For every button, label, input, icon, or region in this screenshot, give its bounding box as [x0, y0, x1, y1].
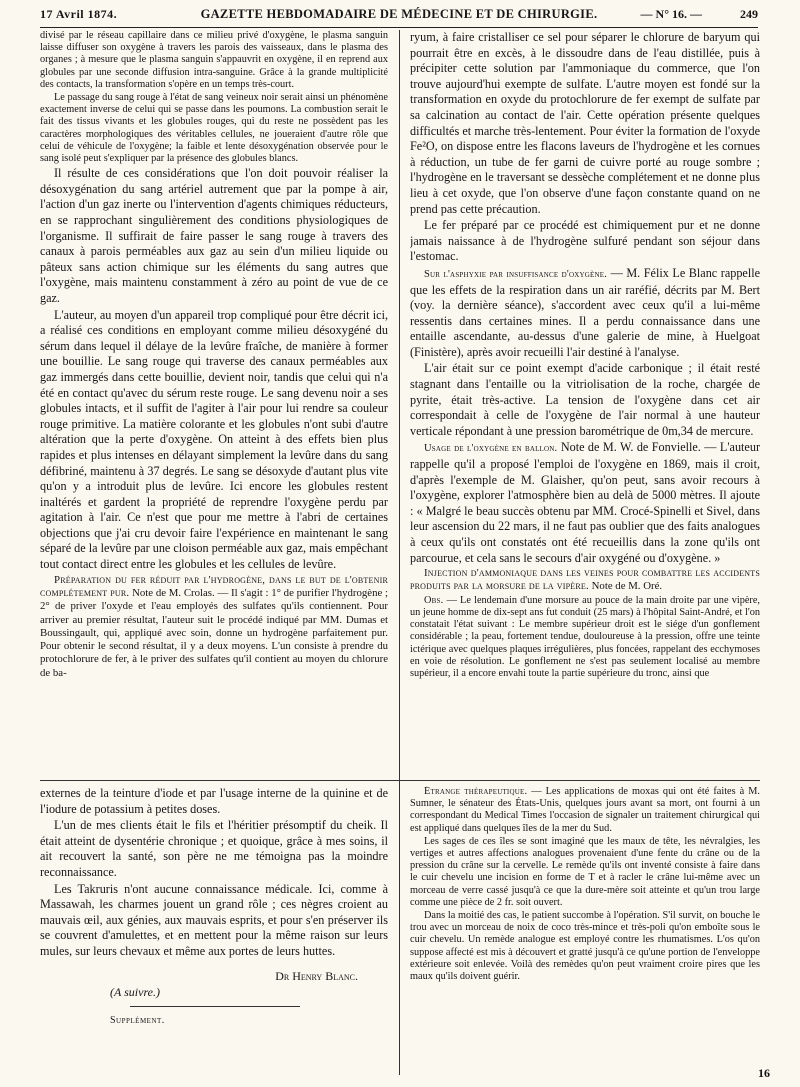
short-divider	[130, 1006, 300, 1007]
paragraph: externes de la teinture d'iode et par l'usage interne de la quinine et de l'iodure de potassium à petites doses.	[40, 786, 388, 816]
author-signature	[40, 968, 388, 984]
blanc-article	[410, 266, 760, 361]
page-header	[40, 5, 758, 28]
therapeutique-article	[410, 786, 760, 835]
right-column	[410, 30, 760, 776]
crolas-note: Note de M. Crolas.	[132, 586, 215, 599]
small-paragraph: divisé par le réseau capillaire dans ce milieu privé d'oxygène, le plasma sanguin laisse diffuser son oxygène à travers les parois des vaisseaux, dans le plasma des organes ; à mesure que le plasma sanguin s'appauvrit en oxygène, il en reprend aux globules par une seconde diffusion intra-sanguine. Grâce à la grande multiplicité des contacts, la transformation s'opère en un temps très-court.	[40, 30, 388, 90]
header-issue-number: — N° 16. —	[640, 7, 702, 21]
blanc-note: — M. Félix Le Blanc	[610, 265, 718, 280]
bottom-left-column	[40, 786, 388, 1086]
fonvielle-text: L'auteur rappelle qu'il a proposé l'emploi de l'oxygène en 1869, mais il croit, d'après l'exemple de M. Glaisher, qu'on peut, sans avoir recours à l'oxygène, explorer l'atmosphère bien au delà de 5000 mètres. Il ajoute : « Malgré le beau succès obtenu par MM. Crocé-Spinelli et Sivel, dans leur ascension du 22 mars, il ne faut pas oublier que des faits analogues à ceux qu'ils ont constatés ont été recueillis dans la zone qu'ils ont parcourue, et cela sans le secours d'air oxygéné ou d'oxygène. »	[410, 440, 760, 565]
column-divider	[399, 30, 400, 1075]
paragraph: L'un de mes clients était le fils et l'héritier présomptif du cheik. Il était atteint de dysentérie chronique ; et quoique, grâce à mes soins, il ait recouvert la santé, son père ne me témoigna pas la moindre reconnaissance.	[40, 818, 388, 879]
signature-name: Dr Henry Blanc.	[275, 968, 358, 983]
fonvielle-note: Note de M. W. de Fonvielle. —	[560, 440, 717, 455]
header-date: 17 Avril 1874.	[40, 7, 118, 21]
small-paragraph: Le passage du sang rouge à l'état de sang veineux noir serait ainsi un phénomène exactement inverse de celui qui se passe dans les poumons. La combustion serait le fait des tissus vivants et les globules rouges, qui du reste ne possèdent pas les caractères morphologiques des véritables cellules, ne joueraient d'autre rôle que celui de véhicule de l'oxygène; la faible et lente désoxygénation observée pour le sang isolé peut s'expliquer par la présence des globules blancs.	[40, 92, 388, 165]
ore-observation	[410, 595, 760, 680]
paragraph: Dans la moitié des cas, le patient succombe à l'opération. S'il survit, on bouche le trou avec un morceau de noix de coco très-mince et très-poli qu'on emboîte sous le cuir chevelu. Un remède analogue est employé contre les rhumatismes. L'os qu'on suppose affecté est mis à découvert et gratté jusqu'à ce qu'une portion de l'enveloppe extérieure soit enlevée. Voilà des remèdes qu'on peut vraiment croire pires que les maux qu'ils doivent guérir.	[410, 910, 760, 983]
left-column	[40, 30, 388, 776]
continued-note: (A suivre.)	[110, 984, 160, 999]
paragraph: L'air était sur ce point exempt d'acide carbonique ; il était resté stagnant dans l'entaille ou la vitriolisation de la roche, chargée de pyrite, était très-active. La tension de l'oxygène dans cet air correspondait à celle de l'oxygène de l'air normal à une hauteur verticale répondant à une pression barométrique de 0m,34 de mercure.	[410, 361, 760, 438]
paragraph: Le fer préparé par ce procédé est chimiquement pur et ne donne jamais naissance à de l'hydrogène sulfuré pendant son séjour dans l'estomac.	[410, 218, 760, 264]
ore-article	[410, 567, 760, 594]
header-title: GAZETTE HEBDOMADAIRE DE MÉDECINE ET DE CHIRURGIE.	[200, 7, 598, 21]
paragraph: L'auteur, au moyen d'un appareil trop compliqué pour être décrit ici, a réalisé ces conditions en employant comme milieu désoxygéné du sérum dans lequel il délaye de la levûre fraîche, de manière à former une bouillie. Le sang rouge qui traverse des canaux perméables aux gaz immergés dans cette bouillie, devient noir, tandis que celui qui n'a été en contact qu'avec du sérum reste rouge. Le sang devenu noir a ses globules intacts, et il suffit de l'agiter à l'air pour lui rendre sa couleur rouge primitive. La matière colorante et les globules n'ont subi d'autre altération que la perte d'oxygène. On atteint à des effets bien plus rapides et plus intenses en délayant simplement la levûre dans du sang défibriné, maintenu à 37 degrés. Le sang se désoxyde d'autant plus vite qu'on y a introduit plus de levûre. Ici encore les globules restent inaltérés et gardent la propriété de reprendre l'oxygène perdu par agitation à l'air. Ce n'est que pour me mettre à l'abri de certaines objections que j'ai cru devoir faire l'expérience en maintenant le sang séparé de la levûre par une cloison perméable aux gaz, mais empêchant tout contact direct entre les globules et les cellules de levûre.	[40, 307, 388, 572]
bottom-right-column	[410, 786, 760, 1086]
header-page-number: 249	[740, 7, 758, 21]
fonvielle-article	[410, 440, 760, 566]
crolas-article	[40, 574, 388, 680]
paragraph: ryum, à faire cristalliser ce sel pour séparer le chlorure de baryum qui pourrait être en excès, à le dissoudre dans de l'eau distillée, puis à précipiter cette solution par l'ammoniaque du commerce, que l'on trouve aujourd'hui exempte de sulfate. L'autre moyen est fondé sur la transformation en oxyde du protochlorure de fer exempt de sulfate par sa calcination au contact de l'air. Cette opération présente quelques difficultés et marche très-lentement. Pour éviter la formation de l'oxyde Fe²O, on dispose entre les flacons laveurs de l'hydrogène et les cornues à réduction, un tube de fer garni de cuivre porté au rouge sombre ; l'hydrogène en le traversant se dessèche complétement et ne donne plus lieu à cet oxyde, que l'on observe d'une façon constante quand on ne prend pas cette précaution.	[410, 30, 760, 216]
paragraph: Les Takruris n'ont aucune connaissance médicale. Ici, comme à Massawah, les charmes jouent un grand rôle ; ces nègres croient au mauvais œil, aux génies, aux mauvais esprits, et pour s'en préserver ils se couvrent d'amulettes, et en mettent pour la même raison sur leurs mules, sur leurs chevaux et même aux portes de leurs huttes.	[40, 881, 388, 958]
ore-note: Note de M. Oré.	[591, 580, 663, 593]
paragraph: Il résulte de ces considérations que l'on doit pouvoir réaliser la désoxygénation du sang artériel autrement que par la pompe à air, l'action d'un gaz inerte ou l'intervention d'agents chimiques réducteurs, en se rapprochant singulièrement des conditions physiologiques de l'organisme. Il suffirait de faire passer le sang rouge à travers des canaux à parois perméables aux gaz au sein d'un milieu liquide ou pâteux sans action chimique sur les éléments du sang autres que l'oxygène, mais maintenu constamment à zéro au point de vue de ce gaz.	[40, 166, 388, 305]
blanc-text: rappelle que les effets de la respiration dans un air raréfié, décrits par M. Bert (voy. la dernière séance), s'accordent avec ceux qu'il a lui-même ressentis dans certaines mines. Il a perdu connaissance dans une entaille ascendante, au-dessus d'une galerie de mine, à Huelgoat (Finistère), après avoir recueilli l'air destiné à l'analyse.	[410, 265, 760, 359]
crolas-heading: Préparation du fer réduit par l'hydrogène, dans le but de l'obtenir complétement pur.	[40, 573, 388, 599]
paragraph: — Les applications de moxas qui ont été faites à M. Sumner, le sénateur des États-Unis, quelques jours avant sa mort, ont fourni à un correspondant du Medical Times l'occasion de signaler un traitement chirurgical qui est appliqué dans quelques îles de la mer du Sud.	[410, 786, 760, 834]
ore-text: — Le lendemain d'une morsure au pouce de la main droite par une vipère, un jeune homme de dix-sept ans fut conduit (25 mars) à l'hôpital Saint-André, et l'on constatait l'état suivant : Le membre supérieur droit est le siége d'un gonflement considérable ; la peau, fortement tendue, douloureuse à la pression, offre une teinte ictérique avec quelques plaques irrégulières, plus foncées, rappelant des ecchymoses en voie de résolution. Le gonflement ne s'est pas seulement localisé au membre supérieur, il a encore envahi toute la partie supérieure du tronc, ainsi que	[410, 594, 760, 679]
therapeutique-heading: Étrange thérapeutique.	[424, 786, 528, 797]
paragraph: Les sages de ces îles se sont imaginé que les maux de tête, les névralgies, les vertiges et autres affections analogues provenaient d'une fente du crâne ou de la pression du crâne sur la cervelle. Le remède qu'ils ont inventé consiste à faire dans le cuir chevelu une incision en forme de T et à racler le crâne lui-même avec un morceau de verre cassé jusqu'à ce que la dure-mère soit atteinte et qu'un trou large comme une pièce de 2 fr. soit ouvert.	[410, 835, 760, 908]
supplement-label: Supplément.	[110, 1014, 165, 1026]
blanc-heading: Sur l'asphyxie par insuffisance d'oxygène.	[424, 268, 608, 280]
fonvielle-heading: Usage de l'oxygène en ballon.	[424, 443, 558, 455]
section-divider	[40, 780, 760, 781]
ore-obs-label: Obs.	[424, 594, 444, 606]
folio-number: 16	[758, 1066, 770, 1080]
ore-heading: Injection d'ammoniaque dans les veines pour combattre les accidents produits par la morsure de la vipère.	[410, 567, 760, 593]
crolas-text: — Il s'agit : 1° de purifier l'hydrogène ; 2° de priver l'oxyde et l'eau employés des sulfates qu'ils contiennent. Pour arriver au premier résultat, l'auteur suit le procédé indiqué par MM. Dumas et Boussingault, qui, appliqué avec soin, donne un hydrogène parfaitement pur. Pour obtenir le second résultat, il y a deux moyens. L'un consiste à prendre du protochlorure de fer, à le priver des sulfates qu'il contient au moyen du chlorure de ba-	[40, 586, 388, 679]
